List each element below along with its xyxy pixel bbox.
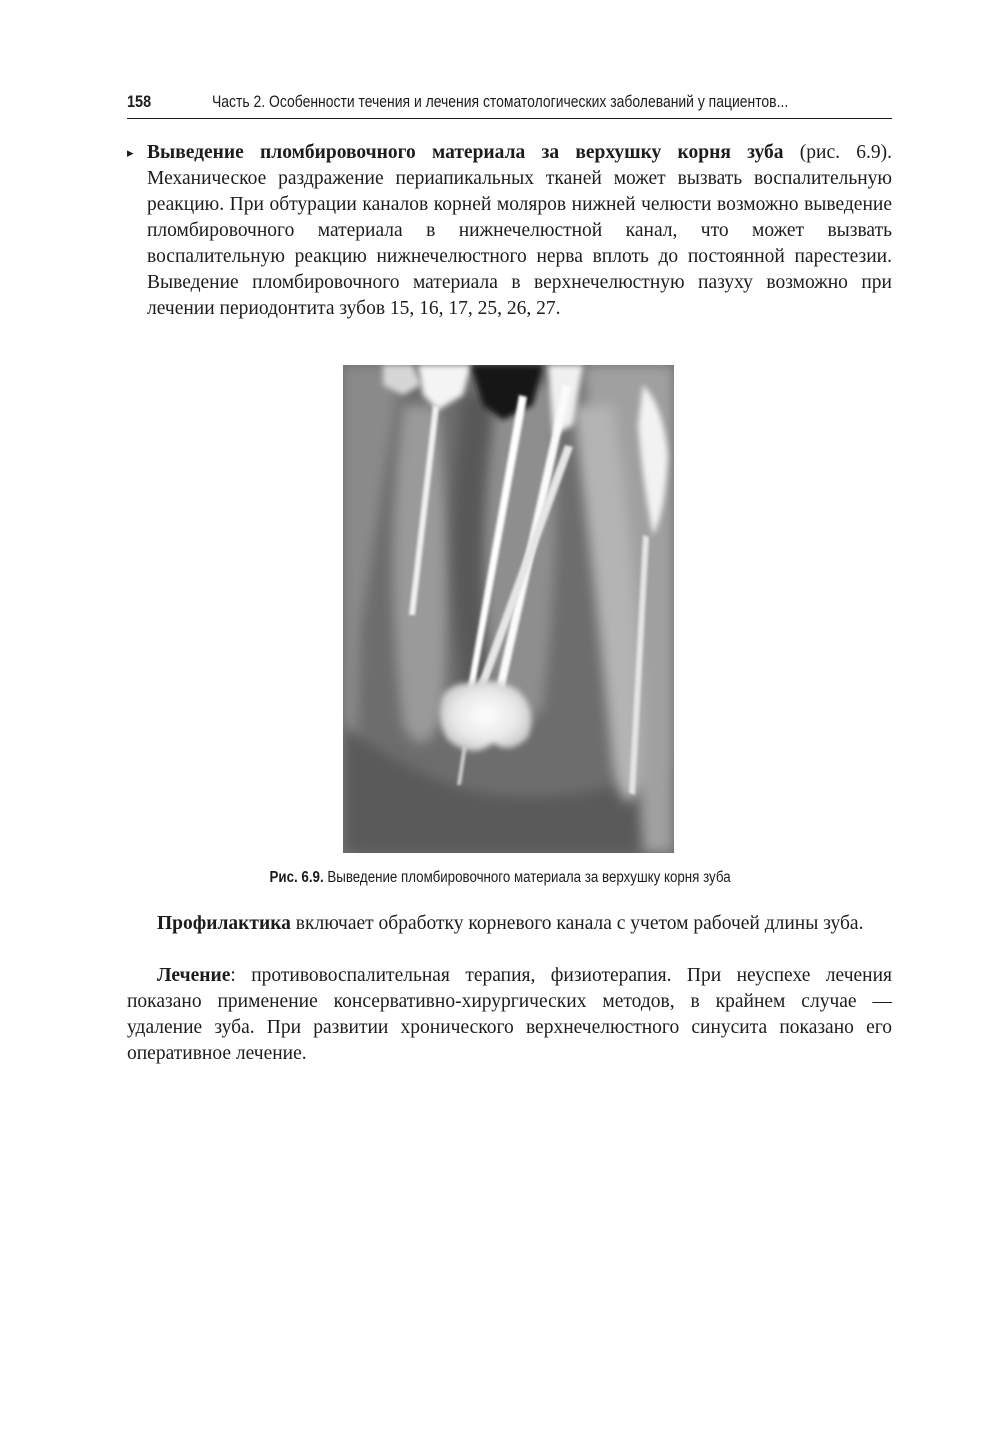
caption-text: Выведение пломбировочного материала за верхушку корня зуба bbox=[323, 869, 731, 886]
figure-caption bbox=[0, 869, 1000, 887]
dental-xray-image bbox=[343, 365, 674, 853]
paragraph-prevention bbox=[127, 911, 892, 937]
bullet-bold-term: Выведение пломбировочного материала за верхушку корня зуба bbox=[147, 142, 784, 163]
bullet-item bbox=[127, 140, 892, 322]
bullet-marker-icon: ▸ bbox=[127, 145, 134, 160]
prevention-text: включает обработку корневого канала с учетом рабочей длины зуба. bbox=[290, 913, 864, 934]
xray-figure bbox=[343, 365, 674, 853]
paragraph-treatment bbox=[127, 963, 892, 1067]
page-header bbox=[127, 92, 892, 122]
caption-label: Рис. 6.9. bbox=[269, 869, 324, 886]
page-number: 158 bbox=[127, 92, 152, 111]
running-title: Часть 2. Особенности течения и лечения стоматологических заболеваний у пациентов... bbox=[212, 92, 789, 111]
treatment-text: : противовоспалительная терапия, физиотерапия. При неуспехе лечения показано применение консервативно-хирургических методов, в крайнем случае — удаление зуба. При развитии хронического верхнечелюстного синусита показано его оперативное лечение. bbox=[127, 965, 892, 1064]
bullet-body: (рис. 6.9). Механическое раздражение периапикальных тканей может вызвать воспалительную реакцию. При обтурации каналов корней моляров нижней челюсти возможно выведение пломбировочного материала в нижнечелюстной канал, что может вызвать воспалительную реакцию нижнечелюстного нерва вплоть до постоянной парестезии. Выведение пломбировочного материала в верхнечелюстную пазуху возможно при лечении периодонтита зубов 15, 16, 17, 25, 26, 27. bbox=[147, 142, 892, 319]
bullet-text bbox=[147, 140, 892, 322]
treatment-term: Лечение bbox=[157, 965, 231, 986]
header-rule bbox=[127, 118, 892, 119]
prevention-term: Профилактика bbox=[157, 913, 291, 934]
